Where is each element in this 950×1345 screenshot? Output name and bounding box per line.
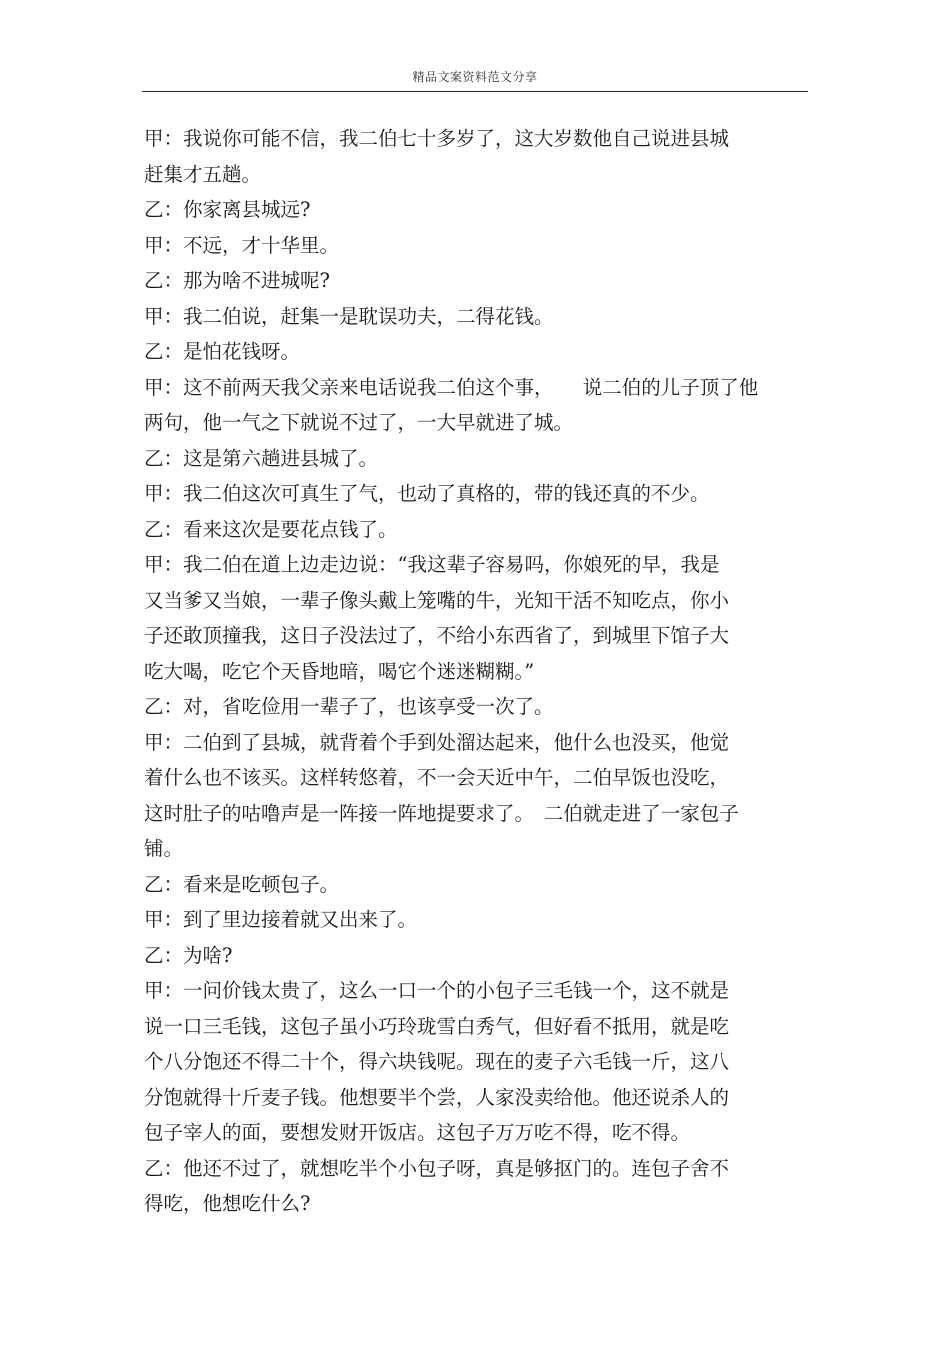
text-line: 包子宰人的面，要想发财开饭店。这包子万万吃不得，吃不得。 [144,1121,691,1144]
text-line: 乙：那为啥不进城呢? [144,269,330,292]
text-line: 说一口三毛钱，这包子虽小巧玲珑雪白秀气，但好看不抵用，就是吃 [144,1014,730,1038]
text-line: 乙：为啥? [144,943,233,967]
text-line: 这时肚子的咕噜声是一阵接一阵地提要求了。 二伯就走进了一家包子 [144,801,739,825]
header-title: 精品文案资料范文分享 [412,70,538,84]
text-line: 甲：二伯到了县城，就背着个手到处溜达起来，他什么也没买，他觉 [144,730,730,754]
text-line: 铺。 [144,837,184,860]
text-line: 乙：看来这次是要花点钱了。 [144,517,398,541]
text-line: 甲：我二伯说，赶集一是耽误功夫，二得花钱。 [144,304,554,328]
text-line: 甲：到了里边接着就又出来了。 [144,908,418,931]
document-body [144,121,804,1222]
text-line: 甲：我说你可能不信，我二伯七十多岁了，这大岁数他自己说进县城 [144,127,730,150]
text-line: 乙：对，省吃俭用一辈子了，也该享受一次了。 [144,695,554,718]
text-line: 个八分饱还不得二十个，得六块钱呢。现在的麦子六毛钱一斤，这八 [144,1050,730,1073]
text-line: 子还敢顶撞我，这日子没法过了，不给小东西省了，到城里下馆子大 [144,624,730,647]
text-line: 分饱就得十斤麦子钱。他想要半个尝，人家没卖给他。他还说杀人的 [144,1085,730,1109]
text-line: 两句，他一气之下就说不过了，一大早就进了城。 [144,411,574,434]
text-line: 乙：是怕花钱呀。 [144,340,301,363]
text-line: 甲：我二伯在道上边走边说：“我这辈子容易吗，你娘死的早，我是 [144,553,720,576]
text-line: 得吃，他想吃什么? [144,1192,311,1215]
text-line: 乙：他还不过了，就想吃半个小包子呀，真是够抠门的。连包子舍不 [144,1156,730,1180]
text-line: 乙：看来是吃顿包子。 [144,872,340,896]
text-line: 乙：你家离县城远? [144,198,311,221]
text-line: 吃大喝，吃它个天昏地暗，喝它个迷迷糊糊。” [144,659,535,683]
text-line: 又当爹又当娘，一辈子像头戴上笼嘴的牛，光知干活不知吃点，你小 [144,588,730,612]
text-line: 甲：不远，才十华里。 [144,233,340,257]
text-line: 甲：这不前两天我父亲来电话说我二伯这个事， 说二伯的儿子顶了他 [144,375,759,399]
text-line: 甲：我二伯这次可真生了气，也动了真格的，带的钱还真的不少。 [144,482,710,505]
header-rule [142,91,808,92]
text-line: 赶集才五趟。 [144,162,262,186]
text-line: 着什么也不该买。这样转悠着，不一会天近中午，二伯早饭也没吃， [144,766,730,789]
text-line: 甲：一问价钱太贵了，这么一口一个的小包子三毛钱一个，这不就是 [144,979,730,1002]
text-line: 乙：这是第六趟进县城了。 [144,446,379,470]
